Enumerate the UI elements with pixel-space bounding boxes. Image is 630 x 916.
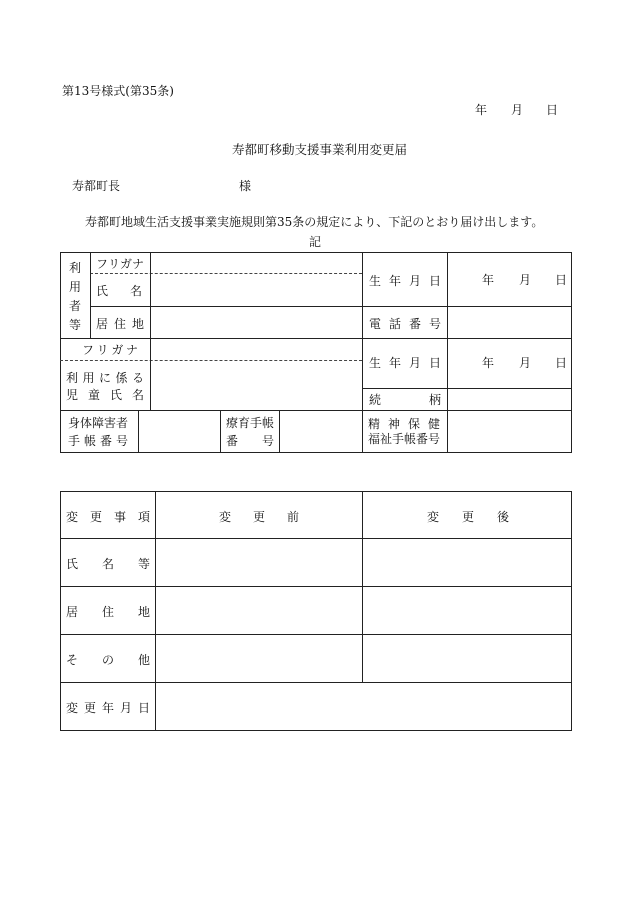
addressee: 寿都町長 [72, 179, 121, 193]
birth-day-label: 日 [555, 273, 568, 287]
ryoiku-label-line1: 療育手帳 [226, 416, 275, 430]
change-date-label: 変 更 年 月 日 [66, 700, 150, 715]
birthdate-field[interactable] [448, 253, 571, 306]
disability-label-line2: 手 帳 番 号 [68, 433, 128, 448]
child-birthdate-field[interactable] [448, 339, 571, 388]
birth-year-label: 年 [482, 273, 495, 287]
row-name-label: 氏 名 等 [66, 556, 150, 571]
address-label: 居 住 地 [96, 316, 144, 331]
address-field[interactable] [151, 307, 362, 338]
relationship-label: 続 柄 [369, 393, 441, 407]
name-after-field[interactable] [363, 539, 571, 586]
child-birth-year-label: 年 [482, 356, 495, 370]
phone-label: 電 話 番 号 [369, 316, 441, 331]
name-before-field[interactable] [156, 539, 362, 586]
row-other-label: そ の 他 [66, 652, 150, 667]
phone-field[interactable] [448, 307, 571, 338]
other-after-field[interactable] [363, 635, 571, 682]
furigana-field[interactable] [151, 253, 362, 273]
birth-month-label: 月 [519, 273, 532, 287]
mental-number-field[interactable] [448, 411, 571, 452]
before-header: 変 更 前 [219, 509, 299, 524]
ki-label: 記 [309, 235, 322, 249]
ryoiku-label-line2: 番 号 [226, 433, 274, 448]
ryoiku-number-field[interactable] [280, 411, 362, 452]
after-header: 変 更 後 [427, 509, 509, 524]
birthdate-label: 生 年 月 日 [369, 273, 441, 288]
mental-label-line1: 精 神 保 健 [368, 416, 440, 431]
name-label: 氏 名 [96, 283, 142, 298]
date-month-label: 月 [511, 103, 524, 117]
form-number: 第13号様式(第35条) [62, 84, 174, 98]
relationship-field[interactable] [448, 389, 571, 410]
child-name-label-line2: 児 童 氏 名 [66, 387, 144, 402]
change-date-field[interactable] [156, 683, 571, 730]
form-title: 寿都町移動支援事業利用変更届 [232, 142, 408, 157]
disability-label-line1: 身体障害者 [68, 416, 129, 430]
honorific-sama: 様 [239, 179, 252, 193]
child-furigana-field[interactable] [151, 339, 362, 360]
child-furigana-label: フ リ ガ ナ [82, 342, 138, 357]
statement: 寿都町地域生活支援事業実施規則第35条の規定により、下記のとおり届け出します。 [85, 215, 544, 229]
date-day-label: 日 [546, 103, 559, 117]
address-after-field[interactable] [363, 587, 571, 634]
child-name-label-line1: 利 用 に 係 る [66, 370, 144, 385]
disability-number-field[interactable] [139, 411, 220, 452]
child-birth-month-label: 月 [519, 356, 532, 370]
furigana-label: フ リ ガ ナ [96, 256, 145, 271]
user-label-vertical: 利 用 者 等 [68, 261, 81, 332]
change-item-header: 変 更 事 項 [66, 509, 150, 524]
address-before-field[interactable] [156, 587, 362, 634]
date-year-label: 年 [475, 103, 488, 117]
other-before-field[interactable] [156, 635, 362, 682]
mental-label-line2: 福祉手帳番号 [368, 432, 441, 446]
child-birthdate-label: 生 年 月 日 [369, 355, 441, 370]
name-field[interactable] [151, 274, 362, 306]
row-address-label: 居 住 地 [66, 604, 150, 619]
child-birth-day-label: 日 [555, 356, 568, 370]
child-name-field[interactable] [151, 361, 362, 410]
